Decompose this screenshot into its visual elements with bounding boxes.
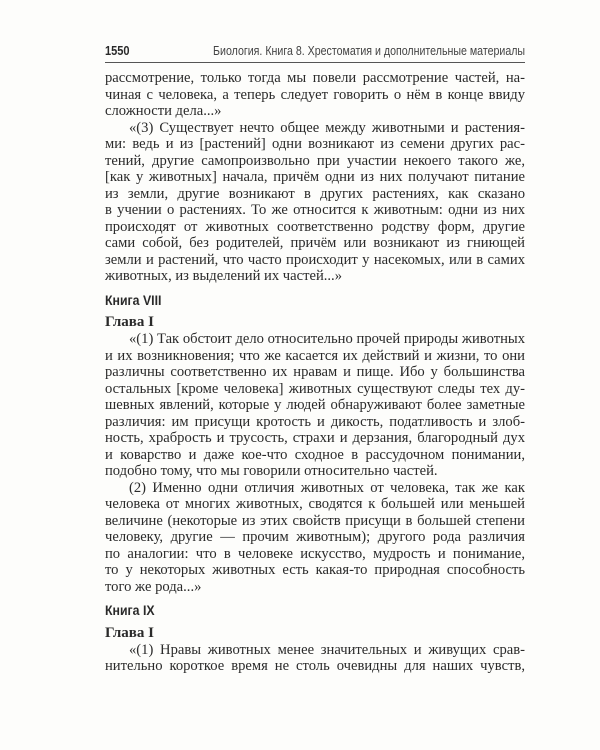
chapter-heading: Глава I bbox=[105, 314, 154, 330]
text-line: ность, храбрость и трусость, страхи и дерзания, благородный дух bbox=[105, 430, 525, 446]
text-line: и коварство и даже кое-что сходное в рассудочном понимании, bbox=[105, 446, 525, 463]
running-title: Биология. Книга 8. Хрестоматия и дополнительные материалы bbox=[212, 44, 525, 58]
book-heading: Книга IX bbox=[105, 602, 155, 618]
page-number: 1550 bbox=[105, 43, 130, 58]
text-line: человека от многих животных, сводятся к большей или меньшей bbox=[105, 496, 525, 512]
text-line: то у некоторых животных есть какая-то природная способность bbox=[105, 562, 525, 578]
text-line: (2) Именно одни отличия животных от человека, так же как bbox=[129, 479, 525, 496]
text-line: происходят от животных соответственно родству форм, другие bbox=[105, 218, 525, 235]
paragraph bbox=[105, 642, 525, 675]
text-line: того же рода...» bbox=[105, 578, 202, 595]
text-line: нительно короткое время не столь очевидны для наших чувств, bbox=[105, 658, 525, 674]
paragraph bbox=[105, 120, 525, 285]
paragraph bbox=[105, 480, 525, 596]
text-line: животных, из выделений их частей...» bbox=[105, 268, 342, 284]
text-line: ми: ведь и из [растений] одни возникают из семени других рас- bbox=[105, 136, 525, 152]
text-line: подобно тому, что мы говорили относительно частей. bbox=[105, 463, 438, 479]
paragraph bbox=[105, 331, 525, 480]
text-line: из земли, другие возникают в других растениях, как сказано bbox=[105, 185, 525, 202]
text-line: сами собой, без родителей, причём или возникают из гниющей bbox=[105, 235, 525, 251]
page-body bbox=[105, 70, 525, 675]
chapter-heading: Глава I bbox=[105, 624, 154, 641]
text-line: в учении о растениях. То же относится к животным: одни из них bbox=[105, 202, 525, 218]
text-line: различия: им присущи кротость и дикость, податливость и злоб- bbox=[105, 413, 525, 430]
text-line: «(1) Так обстоит дело относительно прочей природы животных bbox=[129, 331, 525, 347]
text-line: остальных [кроме человека] животных существуют следы тех ду- bbox=[105, 380, 525, 397]
text-line: шевных явлений, которые у людей обнаруживают более заметные bbox=[105, 397, 525, 413]
paragraph bbox=[105, 70, 525, 120]
text-line: человеку, другие — прочим животным); другого рода различия bbox=[105, 529, 525, 545]
book-heading: Книга VIII bbox=[105, 291, 162, 308]
text-line: различны соответственно их нравам и пище. Ибо у большинства bbox=[105, 364, 525, 380]
running-header bbox=[105, 42, 525, 63]
text-line: рассмотрение, только тогда мы повели рассмотрение частей, на- bbox=[105, 70, 525, 86]
text-line: земли и растений, что часто происходит у насекомых, или в самих bbox=[105, 251, 525, 268]
text-line: [как у животных] начала, причём одни из них получают питание bbox=[105, 169, 525, 185]
text-line: тений, другие самопроизвольно при участии некоего такого же, bbox=[105, 152, 525, 169]
text-line: «(3) Существует нечто общее между животными и растения- bbox=[129, 119, 525, 136]
text-line: «(1) Нравы животных менее значительных и живущих срав- bbox=[129, 641, 525, 658]
text-line: чиная с человека, а теперь следует говорить о нём в конце ввиду bbox=[105, 86, 525, 103]
text-line: по аналогии: что в человеке искусство, мудрость и понимание, bbox=[105, 545, 525, 562]
text-line: величине (некоторые из этих свойств присущи в большей степени bbox=[105, 512, 525, 529]
text-line: сложности дела...» bbox=[105, 103, 222, 119]
text-line: и их возникновения; что же касается их действий и жизни, то они bbox=[105, 347, 525, 364]
